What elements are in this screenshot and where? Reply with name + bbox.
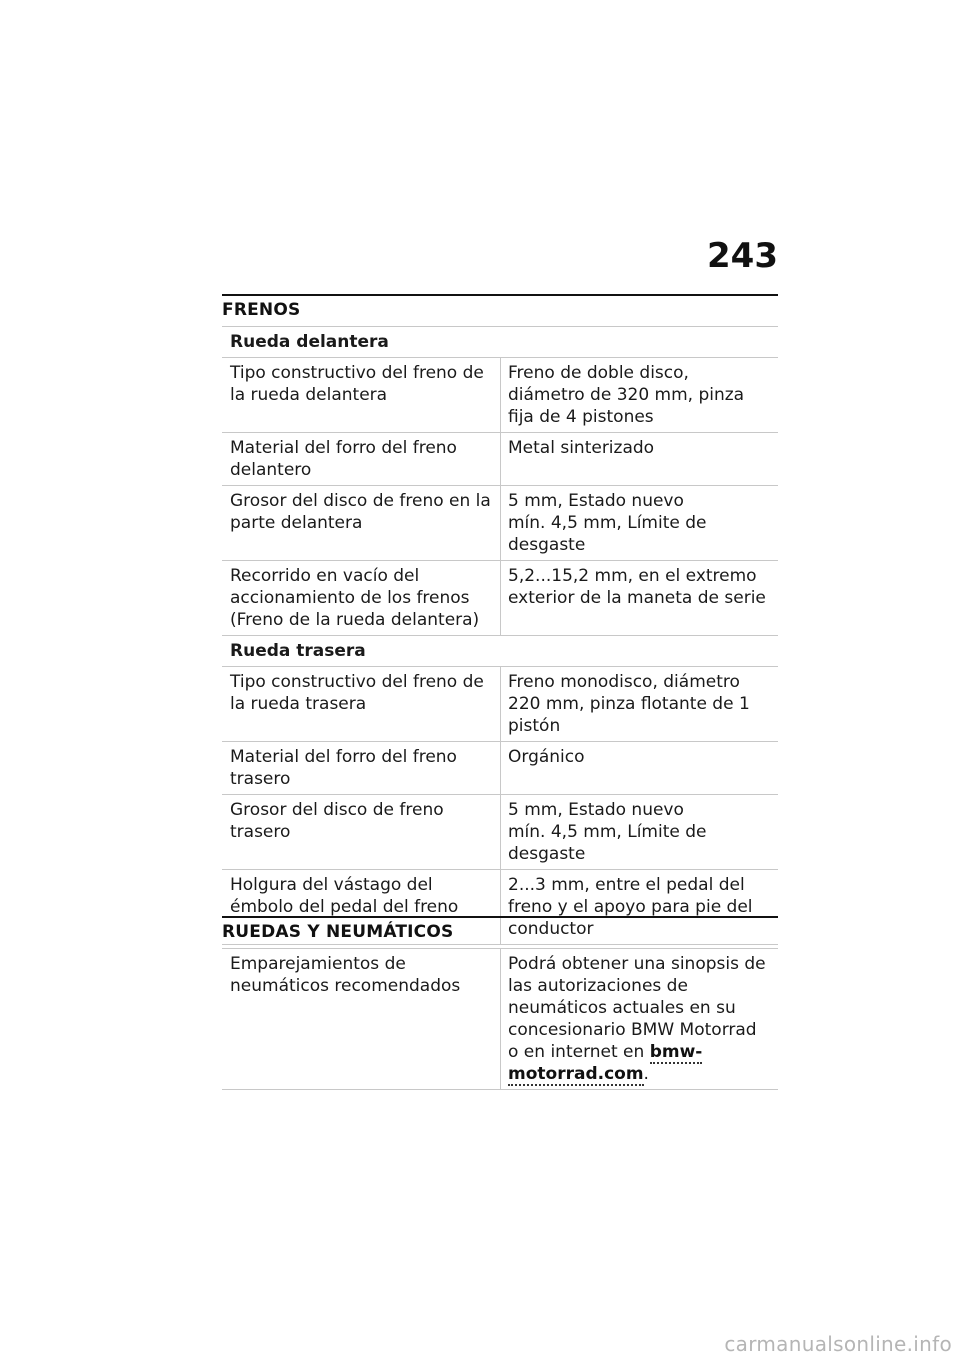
- table-row: [222, 561, 778, 636]
- spec-value: Freno monodisco, diámetro 220 mm, pinza flotante de 1 pistón: [501, 667, 779, 742]
- spec-value: 2...3 mm, entre el pedal del freno y el apoyo para pie del conductor: [501, 870, 779, 945]
- group-label-front: Rueda delantera: [222, 327, 778, 358]
- table-row: [222, 795, 778, 870]
- section-title-ruedas: RUEDAS Y NEUMÁTICOS: [222, 922, 454, 942]
- spec-value: [501, 795, 779, 870]
- brakes-spec-table: [222, 326, 778, 945]
- link-suffix: .: [643, 1064, 649, 1084]
- section-title-frenos: FRENOS: [222, 300, 301, 320]
- bmw-motorrad-link[interactable]: bmw-motorrad.com: [508, 1042, 703, 1084]
- spec-label: Grosor del disco de freno en la parte delantera: [222, 486, 501, 561]
- spec-label: Material del forro del freno trasero: [222, 742, 501, 795]
- spec-value: Freno de doble disco, diámetro de 320 mm, pinza fija de 4 pistones: [501, 358, 779, 433]
- spec-value-line: 5 mm, Estado nuevo: [508, 800, 684, 820]
- group-row-rear: [222, 636, 778, 667]
- table-row: [222, 433, 778, 486]
- section-ruedas: [222, 916, 778, 1090]
- spec-label: Holgura del vástago del émbolo del pedal del freno: [222, 870, 501, 945]
- spec-value-line: mín. 4,5 mm, Límite de desgaste: [508, 513, 707, 555]
- table-row: [222, 742, 778, 795]
- watermark: carmanualsonline.info: [724, 1332, 952, 1356]
- group-label-rear: Rueda trasera: [222, 636, 778, 667]
- spec-value: [501, 486, 779, 561]
- table-row: [222, 949, 778, 1090]
- table-row: [222, 358, 778, 433]
- spec-value: Metal sinterizado: [501, 433, 779, 486]
- section-frenos: [222, 294, 778, 945]
- page-number: 243: [707, 236, 778, 276]
- spec-value-text: Podrá obtener una sinopsis de las autorizaciones de neumáticos actuales en su concesionario BMW Motorrad o en internet en: [508, 954, 766, 1062]
- group-row-front: [222, 327, 778, 358]
- table-row: [222, 667, 778, 742]
- spec-label: Material del forro del freno delantero: [222, 433, 501, 486]
- spec-label: Tipo constructivo del freno de la rueda trasera: [222, 667, 501, 742]
- spec-label: Tipo constructivo del freno de la rueda delantera: [222, 358, 501, 433]
- spec-value-line: mín. 4,5 mm, Límite de desgaste: [508, 822, 707, 864]
- spec-value: [501, 949, 779, 1090]
- spec-label: Grosor del disco de freno trasero: [222, 795, 501, 870]
- spec-value: 5,2...15,2 mm, en el extremo exterior de la maneta de serie: [501, 561, 779, 636]
- table-row: [222, 486, 778, 561]
- spec-value-line: 5 mm, Estado nuevo: [508, 491, 684, 511]
- spec-value: Orgánico: [501, 742, 779, 795]
- spec-label: Recorrido en vacío del accionamiento de los frenos (Freno de la rueda delantera): [222, 561, 501, 636]
- tires-spec-table: [222, 948, 778, 1090]
- spec-label: Emparejamientos de neumáticos recomendados: [222, 949, 501, 1090]
